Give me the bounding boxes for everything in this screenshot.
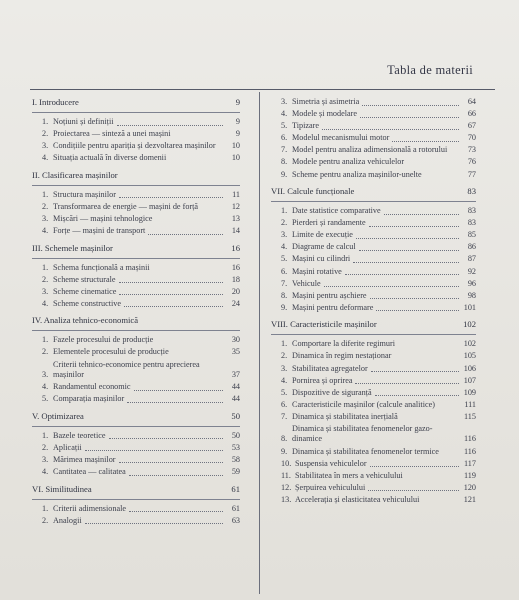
leader-dots — [119, 282, 223, 283]
entry-title: Pornirea și oprirea — [292, 375, 353, 385]
entry-number: 3. — [281, 97, 288, 106]
entry-title: Scheme pentru analiza mașinilor-unelte — [292, 169, 422, 179]
toc-entry — [271, 364, 476, 375]
entry-number: 9. — [281, 302, 288, 312]
entry-number: 1. — [281, 206, 288, 216]
toc-entry — [271, 339, 476, 350]
entry-number: 5. — [42, 394, 49, 404]
chapter-title: II. Clasificarea mașinilor — [32, 169, 118, 180]
entry-title: Proiectarea — sinteză a unei mașini — [53, 129, 171, 139]
entry-page-number: 24 — [231, 298, 240, 308]
page-title: Tabla de materii — [387, 63, 473, 77]
toc-entry — [32, 516, 240, 527]
entry-title: Dinamica și stabilitatea fenomenelor termice — [292, 446, 439, 456]
entry-page-number: 83 — [467, 206, 476, 216]
entry-number: 8. — [281, 290, 288, 300]
leader-dots — [148, 234, 223, 235]
entry-page-number: 63 — [231, 515, 240, 525]
chapter-rule — [32, 185, 240, 186]
entry-page-number: 10 — [231, 153, 240, 163]
toc-entry — [271, 495, 476, 506]
leader-dots — [129, 511, 223, 512]
entry-title: Caracteristicile mașinilor (calcule analitice) — [292, 399, 435, 409]
entry-number: 10. — [281, 458, 292, 468]
leader-dots — [324, 286, 459, 287]
entry-page-number: 109 — [463, 387, 476, 397]
toc-entry — [271, 279, 476, 290]
entry-title: Mișcări — mașini tehnologice — [53, 213, 153, 223]
toc-entry — [271, 447, 476, 458]
toc-entry — [271, 170, 476, 181]
toc-entry — [32, 263, 240, 274]
entry-title: Cantitatea — calitatea — [53, 467, 126, 476]
entry-title: Aplicații — [53, 442, 82, 452]
toc-entry — [271, 145, 476, 156]
leader-dots — [355, 383, 459, 384]
entry-page-number: 83 — [467, 218, 476, 228]
entry-number: 7. — [281, 411, 288, 421]
chapter-rule — [32, 426, 240, 427]
toc-entry — [32, 467, 240, 478]
chapter-heading — [32, 243, 240, 254]
entry-title: Dinamica în regim nestaționar — [292, 351, 392, 361]
leader-dots — [375, 395, 459, 396]
toc-entry — [32, 202, 240, 213]
entry-number: 5. — [281, 121, 288, 131]
entry-title: Scheme cinematice — [53, 286, 117, 296]
entry-title: Mașini cu cilindri — [292, 254, 351, 264]
entry-page-number: 58 — [231, 454, 240, 464]
chapter-title: IV. Analiza tehnico-economică — [32, 315, 139, 326]
toc-entry — [271, 459, 476, 470]
leader-dots — [117, 125, 224, 126]
toc-entry — [271, 303, 476, 314]
entry-number: 1. — [42, 262, 49, 272]
toc-entry — [271, 121, 476, 132]
chapter-rule — [271, 334, 476, 335]
chapter-title: VI. Similitudinea — [32, 483, 92, 494]
entry-page-number: 70 — [467, 133, 476, 143]
entry-page-number: 9 — [235, 129, 240, 139]
entry-page-number: 20 — [231, 286, 240, 296]
toc-entry — [271, 109, 476, 120]
leader-dots — [124, 306, 223, 307]
entry-page-number: 96 — [467, 278, 476, 288]
entry-title: Pierderi și randamente — [292, 218, 366, 228]
entry-page-number: 111 — [464, 399, 476, 409]
entry-title: Vehicule — [292, 278, 321, 288]
leader-dots — [119, 197, 223, 198]
entry-number: 4. — [281, 242, 288, 252]
toc-entry — [32, 360, 240, 381]
toc-entry — [32, 129, 240, 140]
entry-title: Randamentul economic — [53, 382, 131, 392]
entry-title: Comparația mașinilor — [53, 394, 125, 404]
entry-title: Stabilitatea în mers a vehiculului — [295, 470, 403, 480]
entry-page-number: 116 — [464, 446, 476, 456]
top-rule — [30, 89, 495, 90]
entry-page-number: 12 — [231, 201, 240, 211]
leader-dots — [109, 438, 224, 439]
leader-dots — [368, 490, 459, 491]
leader-dots — [85, 523, 223, 524]
entry-page-number: 107 — [463, 375, 476, 385]
entry-number: 3. — [42, 141, 49, 151]
entry-title: Model pentru analiza adimensională a rotorului — [292, 145, 448, 155]
entry-page-number: 86 — [467, 242, 476, 252]
entry-title: Date statistice comparative — [292, 206, 381, 216]
entry-page-number: 53 — [231, 442, 240, 452]
chapter-heading — [32, 170, 240, 181]
entry-title: Mașini pentru așchiere — [292, 290, 367, 300]
toc-entry — [32, 443, 240, 454]
leader-dots — [134, 390, 223, 391]
entry-number: 13. — [281, 494, 292, 504]
entry-number: 2. — [42, 274, 49, 284]
chapter-rule — [32, 112, 240, 113]
toc-entry — [271, 230, 476, 241]
toc-entry — [32, 287, 240, 298]
chapter-page-number: 16 — [231, 242, 240, 253]
column-divider — [259, 92, 260, 594]
entry-number: 2. — [42, 201, 49, 211]
entry-title: Scheme structurale — [53, 274, 116, 284]
entry-number: 1. — [42, 430, 49, 440]
chapter-title: V. Optimizarea — [32, 410, 84, 421]
toc-entry — [271, 157, 476, 168]
entry-title: Accelerația și elasticitatea vehiculului — [295, 494, 420, 504]
entry-page-number: 59 — [231, 467, 240, 476]
entry-number: 4. — [281, 375, 288, 385]
toc-entry — [271, 412, 476, 423]
entry-number: 2. — [42, 347, 49, 357]
toc-entry — [271, 351, 476, 362]
entry-title: Mașini pentru deformare — [292, 302, 374, 312]
leader-dots — [371, 371, 459, 372]
toc-entry — [32, 431, 240, 442]
entry-page-number: 37 — [231, 370, 240, 380]
entry-number: 6. — [281, 133, 288, 143]
entry-number: 2. — [281, 351, 288, 361]
entry-page-number: 11 — [232, 189, 240, 199]
toc-entry — [32, 214, 240, 225]
entry-title: Modele pentru analiza vehiculelor — [292, 157, 405, 167]
entry-page-number: 76 — [467, 157, 476, 167]
chapter-page-number: 61 — [231, 483, 240, 494]
toc-entry — [271, 424, 476, 445]
chapter-page-number: 9 — [235, 97, 240, 107]
entry-title: Transformarea de energie — mașini de forță — [53, 201, 199, 211]
entry-title: Simetria și asimetria — [292, 97, 360, 106]
leader-dots — [384, 214, 459, 215]
entry-page-number: 44 — [231, 394, 240, 404]
toc-entry — [271, 483, 476, 494]
chapter-rule — [271, 201, 476, 202]
entry-page-number: 67 — [467, 121, 476, 131]
toc-entry — [32, 382, 240, 393]
toc-entry — [32, 335, 240, 346]
leader-dots — [322, 129, 459, 130]
entry-page-number: 10 — [231, 141, 240, 151]
entry-title: Criterii adimensionale — [53, 503, 126, 513]
entry-page-number: 18 — [231, 274, 240, 284]
entry-page-number: 101 — [463, 302, 476, 312]
toc-entry — [32, 504, 240, 515]
entry-number: 4. — [42, 226, 49, 236]
entry-number: 9. — [281, 169, 288, 179]
chapter-title: III. Schemele mașinilor — [32, 242, 113, 253]
entry-page-number: 117 — [464, 458, 476, 468]
entry-number: 2. — [42, 442, 49, 452]
entry-title: Diagrame de calcul — [292, 242, 356, 252]
entry-title: Suspensia vehiculelor — [295, 458, 367, 468]
entry-page-number: 66 — [467, 109, 476, 119]
entry-number: 7. — [281, 278, 288, 288]
entry-title: Noțiuni și definiții — [53, 117, 114, 126]
entry-number: 3. — [281, 363, 288, 373]
leader-dots — [129, 475, 223, 476]
entry-title: Condițiile pentru apariția și dezvoltarea mașinilor — [53, 141, 216, 151]
entry-title: Mărimea mașinilor — [53, 454, 116, 464]
leader-dots — [353, 262, 459, 263]
entry-page-number: 14 — [231, 226, 240, 236]
toc-entry — [271, 206, 476, 217]
entry-number: 9. — [281, 446, 288, 456]
toc-entry — [271, 471, 476, 482]
entry-page-number: 102 — [463, 339, 476, 349]
toc-entry — [32, 347, 240, 358]
entry-title: Dinamica și stabilitatea inerțială — [292, 411, 398, 421]
entry-number: 5. — [281, 387, 288, 397]
entry-page-number: 30 — [231, 335, 240, 345]
chapter-heading — [32, 411, 240, 422]
chapter-page-number: 83 — [467, 186, 476, 197]
toc-entry — [32, 394, 240, 405]
entry-page-number: 116 — [464, 434, 476, 444]
entry-page-number: 50 — [231, 430, 240, 440]
leader-dots — [127, 402, 223, 403]
leader-dots — [345, 274, 459, 275]
entry-title: Bazele teoretice — [53, 430, 106, 440]
entry-title: Tipizare — [292, 121, 319, 131]
entry-title: Elementele procesului de producție — [53, 347, 169, 357]
chapter-rule — [32, 258, 240, 259]
entry-number: 4. — [281, 109, 288, 119]
leader-dots — [359, 250, 459, 251]
toc-entry — [32, 226, 240, 237]
entry-title: Scheme constructive — [53, 298, 121, 308]
chapter-heading — [271, 186, 476, 197]
entry-number: 4. — [42, 298, 49, 308]
entry-number: 2. — [42, 129, 49, 139]
toc-entry — [271, 133, 476, 144]
toc-entry — [32, 141, 240, 152]
toc-entry — [32, 275, 240, 286]
toc-entry — [271, 254, 476, 265]
leader-dots — [370, 466, 459, 467]
entry-page-number: 106 — [463, 363, 476, 373]
chapter-page-number: 102 — [463, 319, 476, 330]
entry-number: 3. — [42, 213, 49, 223]
entry-page-number: 92 — [467, 266, 476, 276]
chapter-heading — [32, 484, 240, 495]
entry-number: 3. — [42, 286, 49, 296]
entry-number: 4. — [42, 382, 49, 392]
entry-page-number: 9 — [235, 117, 240, 126]
leader-dots — [119, 462, 223, 463]
toc-entry — [271, 388, 476, 399]
toc-entry — [271, 291, 476, 302]
chapter-rule — [32, 499, 240, 500]
toc-left-column — [32, 97, 240, 528]
entry-number: 3. — [281, 230, 288, 240]
toc-entry — [271, 242, 476, 253]
toc-entry — [32, 153, 240, 164]
leader-dots — [119, 294, 223, 295]
entry-title: Forțe — mașini de transport — [53, 226, 146, 236]
entry-number: 2. — [281, 218, 288, 228]
toc-entry — [271, 97, 476, 108]
entry-number: 6. — [281, 399, 288, 409]
entry-page-number: 87 — [467, 254, 476, 264]
entry-number: 1. — [42, 503, 49, 513]
entry-page-number: 16 — [231, 262, 240, 272]
entry-number: 5. — [281, 254, 288, 264]
leader-dots — [392, 141, 459, 142]
chapter-heading — [32, 97, 240, 108]
entry-number: 11. — [281, 470, 291, 480]
entry-title: Comportare la diferite regimuri — [292, 339, 395, 349]
chapter-title: VII. Calcule funcționale — [271, 186, 355, 197]
entry-page-number: 98 — [467, 290, 476, 300]
chapter-title: I. Introducere — [32, 97, 79, 107]
toc-entry — [32, 299, 240, 310]
entry-title: Limite de execuție — [292, 230, 353, 240]
entry-title: Fazele procesului de producție — [53, 335, 154, 345]
leader-dots — [376, 310, 459, 311]
entry-number: 8. — [281, 434, 288, 444]
entry-title: Modele și modelare — [292, 109, 358, 119]
entry-number: 6. — [281, 266, 288, 276]
entry-page-number: 44 — [231, 382, 240, 392]
entry-title: Analogii — [53, 515, 82, 525]
toc-entry — [32, 455, 240, 466]
chapter-title: VIII. Caracteristicile mașinilor — [271, 319, 377, 330]
toc-entry — [271, 267, 476, 278]
entry-page-number: 105 — [463, 351, 476, 361]
toc-entry — [32, 117, 240, 128]
entry-title: Dispozitive de siguranță — [292, 387, 372, 397]
entry-title: Criterii tehnico-economice pentru aprecierea mașinilor — [53, 359, 200, 380]
entry-number: 4. — [42, 467, 49, 476]
entry-title: Stabilitatea agregatelor — [292, 363, 368, 373]
entry-title: Dinamica și stabilitatea fenomenelor gazo-dinamice — [292, 423, 433, 444]
entry-number: 7. — [281, 145, 288, 155]
leader-dots — [356, 238, 459, 239]
entry-number: 3. — [42, 454, 49, 464]
entry-number: 3. — [42, 370, 49, 380]
entry-title: Structura mașinilor — [53, 189, 116, 199]
toc-entry — [271, 218, 476, 229]
leader-dots — [360, 117, 459, 118]
entry-page-number: 35 — [231, 347, 240, 357]
entry-page-number: 64 — [467, 97, 476, 106]
entry-title: Mașini rotative — [292, 266, 342, 276]
entry-number: 1. — [42, 189, 49, 199]
entry-page-number: 85 — [467, 230, 476, 240]
chapter-heading — [271, 319, 476, 330]
entry-number: 12. — [281, 482, 292, 492]
entry-number: 1. — [42, 117, 49, 126]
entry-page-number: 13 — [231, 213, 240, 223]
chapter-heading — [32, 315, 240, 326]
entry-number: 1. — [42, 335, 49, 345]
toc-entry — [271, 376, 476, 387]
entry-page-number: 77 — [467, 169, 476, 179]
entry-title: Situația actuală în diverse domenii — [53, 153, 167, 163]
entry-page-number: 115 — [464, 411, 476, 421]
entry-page-number: 121 — [463, 494, 476, 504]
entry-title: Șerpuirea vehiculului — [295, 482, 366, 492]
entry-page-number: 61 — [231, 503, 240, 513]
entry-number: 4. — [42, 153, 49, 163]
toc-right-column — [271, 97, 476, 507]
entry-page-number: 73 — [467, 145, 476, 155]
chapter-rule — [32, 330, 240, 331]
entry-page-number: 120 — [463, 482, 476, 492]
leader-dots — [370, 298, 459, 299]
entry-title: Schema funcțională a mașinii — [53, 262, 150, 272]
entry-number: 1. — [281, 339, 288, 349]
toc-entry — [32, 190, 240, 201]
entry-number: 2. — [42, 515, 49, 525]
leader-dots — [85, 450, 223, 451]
toc-entry — [271, 400, 476, 411]
entry-page-number: 119 — [464, 470, 476, 480]
entry-number: 8. — [281, 157, 288, 167]
leader-dots — [362, 105, 459, 106]
leader-dots — [369, 226, 459, 227]
entry-title: Modelul mecanismului motor — [292, 133, 390, 143]
chapter-page-number: 50 — [231, 410, 240, 421]
